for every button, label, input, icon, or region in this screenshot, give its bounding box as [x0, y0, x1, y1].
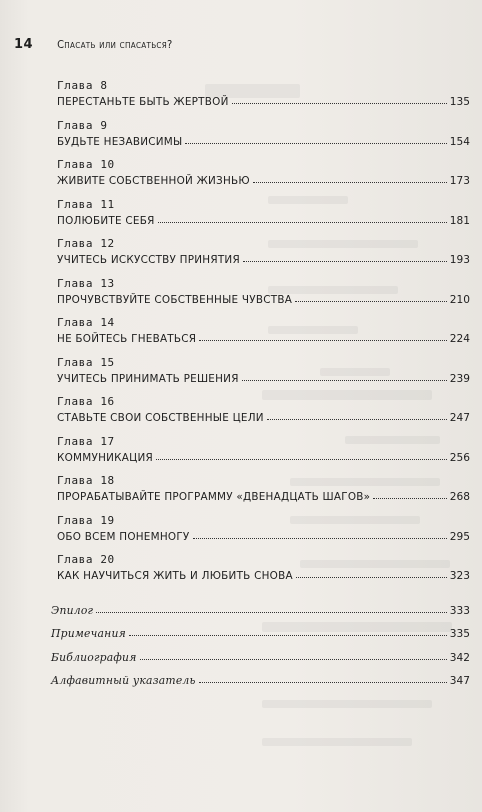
chapter-title: ПЕРЕСТАНЬТЕ БЫТЬ ЖЕРТВОЙ: [57, 96, 229, 108]
chapter-title: ЖИВИТЕ СОБСТВЕННОЙ ЖИЗНЬЮ: [57, 175, 250, 187]
toc-entry: [51, 116, 475, 156]
dot-leader: [295, 292, 447, 302]
dot-leader: [242, 371, 447, 381]
chapter-label: Глава 19: [57, 513, 115, 527]
page-number: 14: [14, 37, 34, 52]
back-matter-title: Примечания: [51, 627, 126, 641]
back-matter: [51, 604, 475, 697]
chapter-page: 135: [449, 96, 470, 108]
dot-leader: [232, 94, 447, 104]
dot-leader: [129, 626, 447, 636]
back-matter-title: Эпилог: [51, 604, 94, 617]
toc-entry: [51, 353, 475, 393]
chapter-title: БУДЬТЕ НЕЗАВИСИМЫ: [57, 135, 183, 148]
chapter-page: 181: [449, 214, 470, 227]
chapter-page: 323: [449, 570, 470, 582]
chapter-page: 154: [449, 135, 470, 148]
toc-entry: [51, 674, 475, 697]
chapter-title: ОБО ВСЕМ ПОНЕМНОГУ: [57, 530, 190, 543]
chapter-title: ПОЛЮБИТЕ СЕБЯ: [57, 214, 155, 227]
chapter-label: Глава 18: [57, 474, 115, 487]
toc-entry: [51, 627, 475, 650]
toc-entry: [51, 313, 475, 353]
chapter-label: Глава 8: [57, 79, 108, 92]
toc-entry: [51, 392, 475, 432]
toc-entry: [51, 604, 475, 627]
chapter-label: Глава 13: [57, 276, 115, 290]
table-of-contents: [51, 76, 475, 590]
chapter-title: ПРОРАБАТЫВАЙТЕ ПРОГРАММУ «ДВЕНАДЦАТЬ ШАГОВ»: [57, 491, 371, 503]
back-matter-page: 335: [449, 628, 470, 641]
dot-leader: [199, 331, 447, 341]
dot-leader: [199, 673, 447, 683]
chapter-page: 295: [449, 530, 470, 543]
book-title: Спасать или спасаться?: [57, 38, 173, 51]
dot-leader: [296, 568, 447, 578]
toc-entry: [51, 550, 475, 590]
running-head: [14, 37, 173, 51]
chapter-page: 210: [449, 293, 470, 306]
toc-entry: [51, 651, 475, 674]
dot-leader: [158, 213, 447, 223]
chapter-label: Глава 20: [57, 553, 115, 566]
dot-leader: [243, 252, 447, 262]
chapter-page: 224: [449, 333, 470, 345]
dot-leader: [373, 489, 446, 499]
chapter-page: 193: [449, 254, 470, 266]
chapter-page: 247: [449, 412, 470, 424]
chapter-label: Глава 14: [57, 316, 115, 329]
toc-entry: [51, 432, 475, 472]
chapter-label: Глава 17: [57, 434, 115, 448]
chapter-title: УЧИТЕСЬ ИСКУССТВУ ПРИНЯТИЯ: [57, 254, 240, 266]
toc-entry: [51, 511, 475, 551]
toc-entry: [51, 195, 475, 235]
chapter-page: 268: [449, 491, 470, 503]
dot-leader: [96, 603, 447, 613]
chapter-page: 239: [449, 372, 470, 385]
toc-entry: [51, 234, 475, 274]
back-matter-page: 347: [449, 674, 470, 687]
dot-leader: [156, 450, 447, 460]
chapter-page: 256: [449, 451, 470, 464]
chapter-label: Глава 16: [57, 395, 115, 408]
dot-leader: [185, 134, 446, 144]
chapter-title: НЕ БОЙТЕСЬ ГНЕВАТЬСЯ: [57, 333, 197, 345]
chapter-title: УЧИТЕСЬ ПРИНИМАТЬ РЕШЕНИЯ: [57, 372, 239, 385]
chapter-page: 173: [449, 175, 470, 187]
toc-entry: [51, 155, 475, 195]
dot-leader: [140, 650, 447, 660]
dot-leader: [267, 410, 447, 420]
back-matter-page: 342: [449, 651, 470, 664]
back-matter-page: 333: [449, 605, 470, 617]
chapter-label: Глава 10: [57, 158, 115, 171]
toc-entry: [51, 274, 475, 314]
back-matter-title: Алфавитный указатель: [51, 673, 196, 687]
dot-leader: [253, 173, 447, 183]
chapter-title: СТАВЬТЕ СВОИ СОБСТВЕННЫЕ ЦЕЛИ: [57, 412, 264, 424]
toc-entry: [51, 471, 475, 511]
chapter-label: Глава 12: [57, 237, 115, 250]
dot-leader: [193, 529, 447, 539]
chapter-title: КОММУНИКАЦИЯ: [57, 451, 153, 464]
chapter-label: Глава 15: [57, 355, 115, 369]
chapter-label: Глава 11: [57, 197, 115, 211]
back-matter-title: Библиография: [51, 650, 137, 664]
toc-entry: [51, 76, 475, 116]
chapter-title: КАК НАУЧИТЬСЯ ЖИТЬ И ЛЮБИТЬ СНОВА: [57, 570, 293, 582]
chapter-title: ПРОЧУВСТВУЙТЕ СОБСТВЕННЫЕ ЧУВСТВА: [57, 293, 293, 306]
chapter-label: Глава 9: [57, 118, 108, 132]
